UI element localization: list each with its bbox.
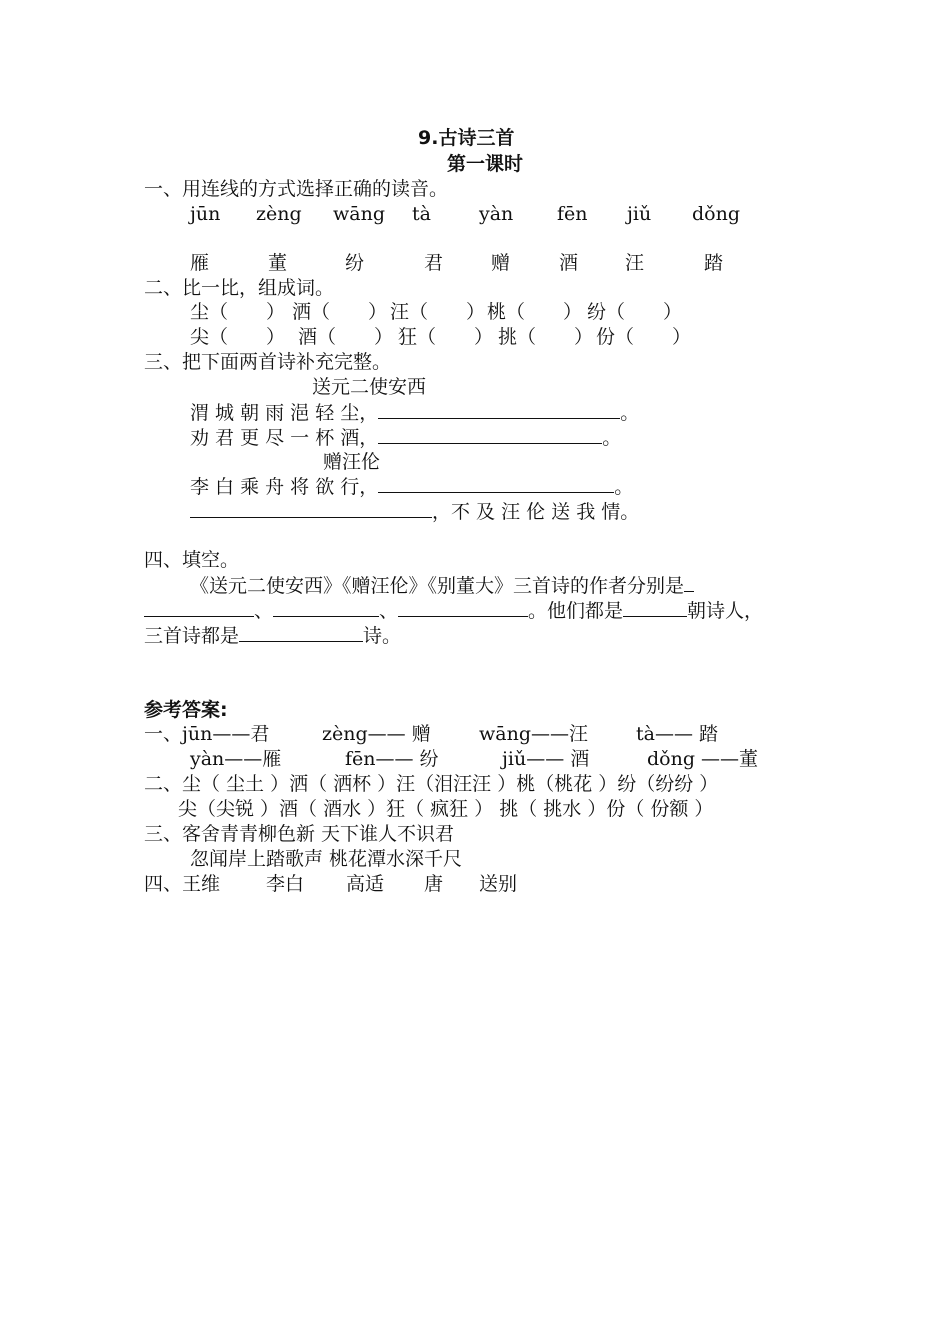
word-blank: 汪（ ）: [390, 301, 486, 323]
poem-text: ，不 及 汪 伦 送 我 情。: [432, 501, 640, 523]
answer-3-line-2: 忽闻岸上踏歌声 桃花潭水深千尺: [190, 848, 463, 870]
fill-blank[interactable]: [378, 425, 602, 444]
fill-blank[interactable]: [398, 598, 528, 617]
answer-item: zèng—— 赠: [322, 723, 431, 745]
poem-punct: 。: [620, 402, 640, 424]
fill-blank[interactable]: [273, 598, 379, 617]
pinyin-item: dǒng: [692, 203, 741, 225]
answer-item: wāng——汪: [479, 723, 588, 745]
q4-text: 三首诗都是: [144, 625, 240, 647]
answer-3-line-1: 三、客舍青青柳色新 天下谁人不识君: [144, 823, 455, 845]
char-item: 纷: [345, 252, 365, 274]
q4-line-2: [144, 598, 763, 623]
char-item: 君: [424, 252, 444, 274]
word-blank: 份（ ）: [596, 326, 692, 348]
fill-blank[interactable]: [239, 623, 363, 642]
word-blank: 尘（ ）: [190, 301, 286, 323]
answer-item: 四、王维: [144, 873, 221, 895]
char-item: 酒: [559, 252, 579, 274]
q4-heading: 四、填空。: [144, 549, 240, 571]
word-blank: 洒（ ）: [292, 301, 388, 323]
poem1-title: 送元二使安西: [312, 376, 427, 398]
pinyin-item: zèng: [256, 203, 302, 225]
word-blank: 挑（ ）: [498, 326, 594, 348]
q4-text: 。他们都是: [528, 600, 624, 622]
answer-item: 送别: [479, 873, 518, 895]
answer-2-line-1: 二、尘（ 尘土 ）洒（ 洒杯 ）汪（泪汪汪 ）桃（桃花 ）纷（纷纷 ）: [144, 773, 719, 795]
char-item: 汪: [625, 252, 645, 274]
answer-item: yàn——雁: [190, 748, 282, 770]
fill-blank[interactable]: [144, 598, 254, 617]
pinyin-item: tà: [412, 203, 431, 225]
word-blank: 酒（ ）: [298, 326, 394, 348]
q4-text: 《送元二使安西》《赠汪伦》《别董大》三首诗的作者分别是: [190, 575, 685, 597]
q4-sep: 、: [379, 600, 399, 622]
fill-blank[interactable]: [190, 499, 432, 518]
q4-text: 朝诗人，: [687, 600, 764, 622]
answer-2-line-2: 尖（尖锐 ）酒（ 酒水 ）狂（ 疯狂 ） 挑（ 挑水 ）份（ 份额 ）: [178, 798, 714, 820]
answer-item: 高适: [346, 873, 385, 895]
pinyin-item: jiǔ: [627, 203, 652, 225]
answer-item: 一、jūn——君: [144, 723, 270, 745]
pinyin-item: jūn: [190, 203, 221, 225]
page-subtitle: 第一课时: [447, 153, 524, 175]
q4-sep: 、: [254, 600, 274, 622]
q4-text: 诗。: [363, 625, 402, 647]
word-blank: 桃（ ）: [487, 301, 583, 323]
answer-item: tà—— 踏: [636, 723, 719, 745]
answer-item: 唐: [424, 873, 444, 895]
word-blank: 尖（ ）: [190, 326, 286, 348]
poem1-line-2: [190, 425, 621, 450]
fill-blank[interactable]: [684, 573, 694, 592]
pinyin-item: fēn: [557, 203, 588, 225]
answer-item: dǒng ——董: [647, 748, 759, 770]
word-blank: 狂（ ）: [398, 326, 494, 348]
q4-line-1: [190, 573, 694, 598]
answer-item: jiǔ—— 酒: [502, 748, 590, 770]
fill-blank[interactable]: [378, 400, 620, 419]
pinyin-item: wāng: [333, 203, 385, 225]
poem-punct: 。: [602, 427, 622, 449]
poem-text: 劝 君 更 尽 一 杯 酒，: [190, 427, 379, 449]
q2-heading: 二、比一比，组成词。: [144, 277, 335, 299]
char-item: 赠: [491, 252, 511, 274]
poem-punct: 。: [614, 476, 634, 498]
fill-blank[interactable]: [623, 598, 687, 617]
page-title: 9.古诗三首: [418, 127, 515, 149]
fill-blank[interactable]: [378, 474, 614, 493]
word-blank: 纷（ ）: [587, 301, 683, 323]
char-item: 董: [268, 252, 288, 274]
q1-heading: 一、用连线的方式选择正确的读音。: [144, 178, 449, 200]
answer-item: fēn—— 纷: [345, 748, 439, 770]
char-item: 踏: [704, 252, 724, 274]
q4-line-3: [144, 623, 401, 648]
pinyin-item: yàn: [479, 203, 514, 225]
poem2-title: 赠汪伦: [323, 451, 381, 473]
poem-text: 渭 城 朝 雨 浥 轻 尘，: [190, 402, 379, 424]
poem-text: 李 白 乘 舟 将 欲 行，: [190, 476, 379, 498]
poem1-line-1: [190, 400, 639, 425]
q3-heading: 三、把下面两首诗补充完整。: [144, 351, 392, 373]
char-item: 雁: [190, 252, 210, 274]
answer-item: 李白: [266, 873, 305, 895]
answers-heading: 参考答案:: [144, 699, 228, 721]
poem2-line-1: [190, 474, 633, 499]
poem2-line-2: [190, 499, 639, 524]
